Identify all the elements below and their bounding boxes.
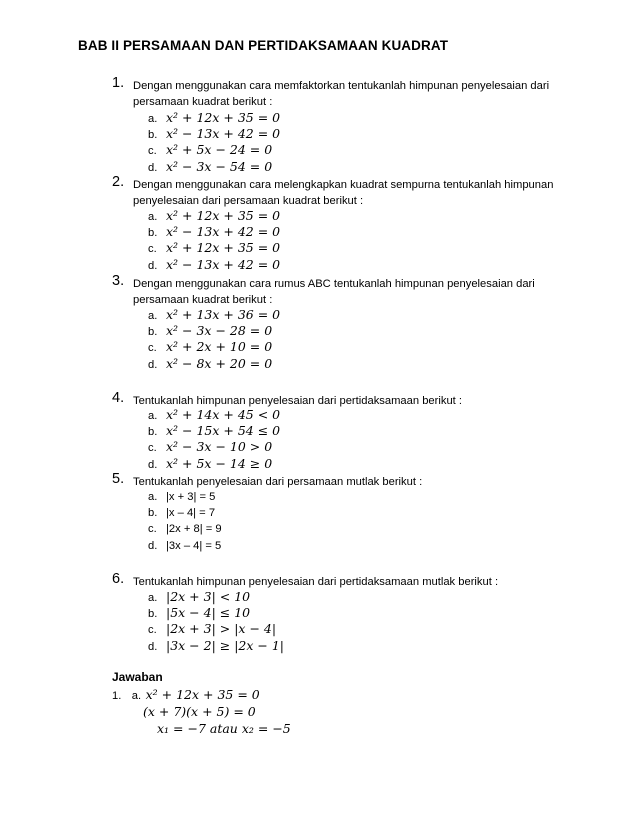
answer-roots: x₁ = −7 atau x₂ = −5 xyxy=(157,721,291,736)
question-items xyxy=(148,407,280,472)
question-line: Dengan menggunakan cara melengkapkan kuadrat sempurna tentukanlah himpunan xyxy=(133,179,554,191)
list-item: c. x² + 5x − 24 = 0 xyxy=(148,142,273,158)
question-items xyxy=(148,110,280,175)
list-item: a. |2x + 3| < 10 xyxy=(148,589,251,604)
list-item: a. x² + 14x + 45 < 0 xyxy=(148,407,281,422)
question-line: penyelesaian dari persamaan kuadrat berikut : xyxy=(133,195,364,207)
question-number: 5. xyxy=(112,471,125,487)
answer-line-3 xyxy=(157,720,291,738)
question-items xyxy=(148,307,280,372)
question-items xyxy=(148,488,222,553)
list-item: a. x² + 13x + 36 = 0 xyxy=(148,307,281,322)
question-line: Tentukanlah penyelesaian dari persamaan mutlak berikut : xyxy=(133,476,423,488)
question-line: persamaan kuadrat berikut : xyxy=(133,96,273,108)
list-item: d. |3x − 2| ≥ |2x − 1| xyxy=(148,637,285,653)
question-line: Dengan menggunakan cara memfaktorkan tentukanlah himpunan penyelesaian dari xyxy=(133,80,550,92)
question-text xyxy=(133,574,573,590)
list-item: d. x² + 5x − 14 ≥ 0 xyxy=(148,455,273,471)
list-item: c. x² + 12x + 35 = 0 xyxy=(148,240,281,256)
question-items xyxy=(148,589,284,654)
question-line: Tentukanlah himpunan penyelesaian dari pertidaksamaan mutlak berikut : xyxy=(133,576,499,588)
answer-line-1 xyxy=(112,686,260,704)
question-number: 4. xyxy=(112,390,125,406)
list-item: c. x² − 3x − 10 > 0 xyxy=(148,439,273,455)
list-item: a. |x + 3| = 5 xyxy=(148,491,216,503)
question-number: 6. xyxy=(112,571,125,587)
question-line: persamaan kuadrat berikut : xyxy=(133,294,273,306)
list-item: d. x² − 8x + 20 = 0 xyxy=(148,355,273,371)
answer-factor: (x + 7)(x + 5) = 0 xyxy=(143,704,256,719)
page-title: BAB II PERSAMAAN DAN PERTIDAKSAMAAN KUADRAT xyxy=(78,38,449,53)
list-item: c. |2x + 8| = 9 xyxy=(148,523,222,536)
question-text xyxy=(133,78,573,110)
question-text xyxy=(133,276,573,308)
list-item: b. x² − 13x + 42 = 0 xyxy=(148,224,281,240)
question-text xyxy=(133,177,573,209)
answer-line-2 xyxy=(143,703,256,721)
list-item: b. x² − 13x + 42 = 0 xyxy=(148,126,281,142)
list-item: b. |5x − 4| ≤ 10 xyxy=(148,605,251,621)
list-item: c. |2x + 3| > |x − 4| xyxy=(148,621,277,637)
question-number: 1. xyxy=(112,75,125,91)
question-number: 3. xyxy=(112,273,125,289)
list-item: a. x² + 12x + 35 = 0 xyxy=(148,110,281,125)
question-line: Tentukanlah himpunan penyelesaian dari pertidaksamaan berikut : xyxy=(133,395,462,407)
answer-equation: x² + 12x + 35 = 0 xyxy=(145,687,260,702)
question-line: Dengan menggunakan cara rumus ABC tentukanlah himpunan penyelesaian dari xyxy=(133,278,535,290)
answer-number: 1. xyxy=(112,690,122,702)
list-item: d. x² − 13x + 42 = 0 xyxy=(148,256,281,272)
list-item: d. x² − 3x − 54 = 0 xyxy=(148,158,273,174)
list-item: a. x² + 12x + 35 = 0 xyxy=(148,208,281,223)
list-item: b. x² − 15x + 54 ≤ 0 xyxy=(148,423,281,439)
list-item: b. |x – 4| = 7 xyxy=(148,507,216,520)
question-number: 2. xyxy=(112,174,125,190)
answer-label: a. xyxy=(131,690,142,702)
list-item: d. |3x – 4| = 5 xyxy=(148,539,222,552)
answer-heading: Jawaban xyxy=(112,670,163,684)
list-item: c. x² + 2x + 10 = 0 xyxy=(148,339,273,355)
list-item: b. x² − 3x − 28 = 0 xyxy=(148,323,273,339)
question-items xyxy=(148,208,280,273)
